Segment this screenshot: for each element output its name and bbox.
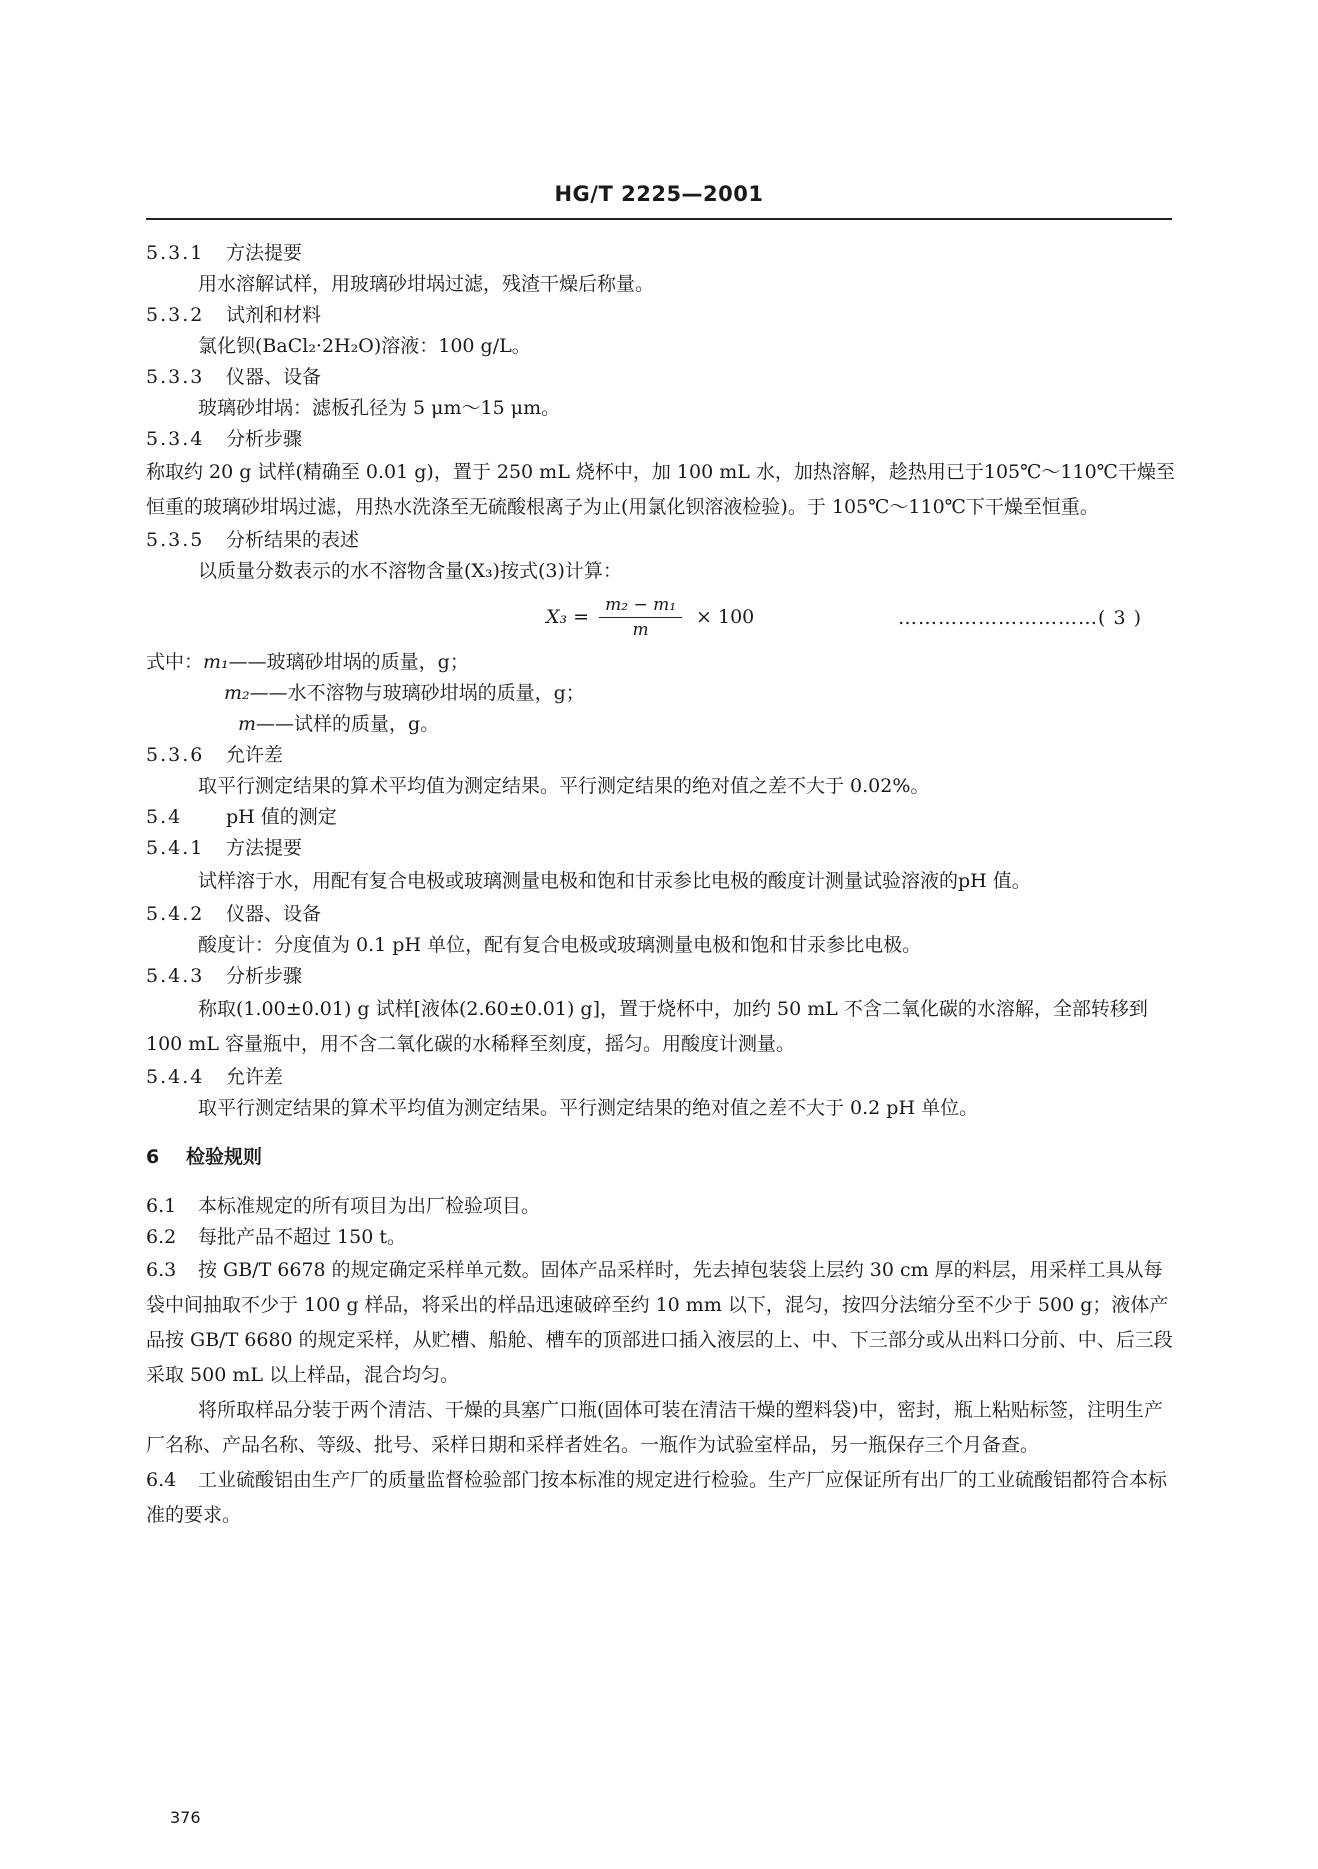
para-5-3-1: 用水溶解试样，用玻璃砂坩埚过滤，残渣干燥后称量。 [198,273,655,295]
document-body [146,238,1176,1533]
para-5-4-3: 称取(1.00±0.01) g 试样[液体(2.60±0.01) g]，置于烧杯中，加约 50 mL 不含二氧化碳的水溶解，全部转移到 100 mL 容量瓶中，用不含二氧化碳的水稀释至刻度，摇匀。用酸度计测量。 [146,998,1148,1055]
para-5-4-2: 酸度计：分度值为 0.1 pH 单位，配有复合电极或玻璃测量电极和饱和甘汞参比电极。 [198,934,922,956]
formula-numerator: m₂ − m₁ [599,593,682,618]
formula-fraction [599,593,682,642]
formula-3 [146,587,1176,647]
clause-6-3: 6.3 按 GB/T 6678 的规定确定采样单元数。固体产品采样时，先去掉包装袋上层约 30 cm 厚的料层，用采样工具从每袋中间抽取不少于 100 g 样品，将采出的样品迅速破碎至约 10 mm 以下，混匀，按四分法缩分至不少于 500 g；液体产品按 GB/T 6680 的规定采样，从贮槽、船舱、槽车的顶部进口插入液层的上、中、下三部分或从出料口分前、中、后三段采取 500 mL 以上样品，混合均匀。 [146,1259,1173,1386]
clause-6-4: 6.4 工业硫酸铝由生产厂的质量监督检验部门按本标准的规定进行检验。生产厂应保证所有出厂的工业硫酸铝都符合本标准的要求。 [146,1469,1168,1526]
para-5-3-6: 取平行测定结果的算术平均值为测定结果。平行测定结果的绝对值之差不大于 0.02%。 [198,775,930,797]
heading-5-4-3: 5.4.3 分析步骤 [146,965,303,987]
heading-5-4-4: 5.4.4 允许差 [146,1066,284,1088]
page-header [146,182,1172,222]
heading-5-3-3: 5.3.3 仪器、设备 [146,366,322,388]
formula-multiplier: × 100 [696,605,755,628]
standard-code: HG/T 2225—2001 [554,182,764,206]
para-5-3-5-intro: 以质量分数表示的水不溶物含量(X₃)按式(3)计算： [198,560,622,582]
where-line-2: m₂——水不溶物与玻璃砂坩埚的质量，g； [224,682,585,704]
section-gap [146,1124,1176,1142]
heading-5-3-6: 5.3.6 允许差 [146,744,284,766]
para-5-3-3: 玻璃砂坩埚：滤板孔径为 5 μm～15 μm。 [198,397,561,419]
heading-5-3-4: 5.3.4 分析步骤 [146,428,303,450]
para-5-3-4: 称取约 20 g 试样(精确至 0.01 g)，置于 250 mL 烧杯中，加 100 mL 水，加热溶解，趁热用已于105℃～110℃干燥至恒重的玻璃砂坩埚过滤，用热水洗涤至无硫酸根离子为止(用氯化钡溶液检验)。于 105℃～110℃下干燥至恒重。 [146,461,1175,518]
header-rule [146,218,1172,220]
heading-5-4-1: 5.4.1 方法提要 [146,837,303,859]
formula-lhs: X₃ = [546,605,590,628]
para-5-4-4: 取平行测定结果的算术平均值为测定结果。平行测定结果的绝对值之差不大于 0.2 pH 单位。 [198,1097,979,1119]
equation-number: …………………………( 3 ) [898,607,1142,629]
clause-6-2: 6.2 每批产品不超过 150 t。 [146,1226,406,1248]
where-line-3: m——试样的质量，g。 [238,713,440,735]
para-5-3-2: 氯化钡(BaCl₂·2H₂O)溶液：100 g/L。 [198,335,531,357]
page-number: 376 [170,1808,201,1827]
clause-6-3-para-2: 将所取样品分装于两个清洁、干燥的具塞广口瓶(固体可装在清洁干燥的塑料袋)中，密封，瓶上粘贴标签，注明生产厂名称、产品名称、等级、批号、采样日期和采样者姓名。一瓶作为试验室样品，另一瓶保存三个月备查。 [146,1399,1163,1456]
heading-5-4-2: 5.4.2 仪器、设备 [146,903,322,925]
formula-expression [546,587,754,647]
heading-6: 6 检验规则 [146,1146,263,1168]
heading-5-4: 5.4 pH 值的测定 [146,806,337,828]
heading-5-3-5: 5.3.5 分析结果的表述 [146,529,360,551]
clause-6-1: 6.1 本标准规定的所有项目为出厂检验项目。 [146,1195,541,1217]
section-gap [146,1173,1176,1191]
formula-denominator: m [632,619,649,640]
para-5-4-1: 试样溶于水，用配有复合电极或玻璃测量电极和饱和甘汞参比电极的酸度计测量试验溶液的pH 值。 [198,870,1031,892]
heading-5-3-2: 5.3.2 试剂和材料 [146,304,322,326]
heading-5-3-1: 5.3.1 方法提要 [146,242,303,264]
where-line-1: 式中：m₁——玻璃砂坩埚的质量，g； [146,651,469,673]
